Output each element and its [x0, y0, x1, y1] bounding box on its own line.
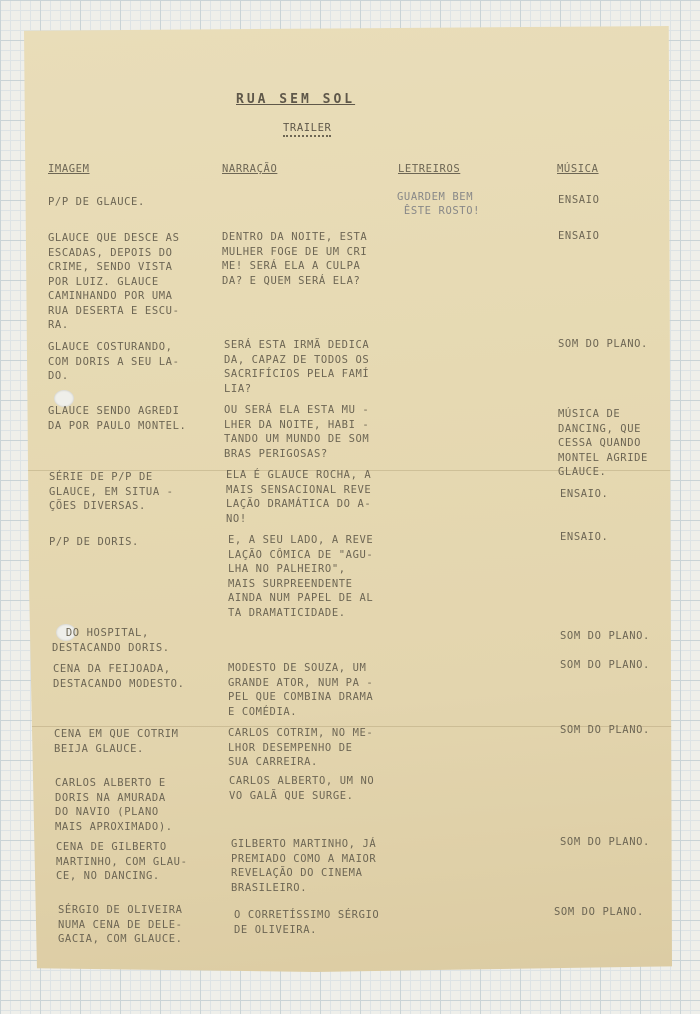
row-imagem: CENA EM QUE COTRIM BEIJA GLAUCE. [54, 728, 179, 755]
header-imagem: IMAGEM [48, 163, 90, 175]
row-imagem: GLAUCE SENDO AGREDI DA POR PAULO MONTEL. [48, 405, 187, 432]
row-musica: SOM DO PLANO. [560, 630, 650, 642]
row-imagem: P/P DE DORIS. [49, 536, 139, 548]
letreiros-text: GUARDEM BEM ÊSTE ROSTO! [397, 191, 481, 217]
row-imagem: P/P DE GLAUCE. [48, 196, 145, 208]
row-musica: SOM DO PLANO. [560, 836, 650, 848]
row-imagem: SÉRGIO DE OLIVEIRA NUMA CENA DE DELE- GACIA, COM GLAUCE. [58, 904, 183, 945]
row-musica: ENSAIO. [560, 488, 609, 500]
row-imagem: CARLOS ALBERTO E DORIS NA AMURADA DO NAVIO (PLANO MAIS APROXIMADO). [55, 777, 173, 833]
row-narracao: OU SERÁ ELA ESTA MU - LHER DA NOITE, HABI - TANDO UM MUNDO DE SOM BRAS PERIGOSAS? [224, 404, 370, 460]
row-musica: SOM DO PLANO. [558, 338, 648, 350]
row-narracao: MODESTO DE SOUZA, UM GRANDE ATOR, NUM PA - PEL QUE COMBINA DRAMA E COMÉDIA. [228, 662, 374, 718]
row-musica: SOM DO PLANO. [560, 659, 650, 671]
row-narracao: GILBERTO MARTINHO, JÁ PREMIADO COMO A MAIOR REVELAÇÃO DO CINEMA BRASILEIRO. [231, 838, 377, 894]
row-narracao: O CORRETÍSSIMO SÉRGIO DE OLIVEIRA. [234, 909, 380, 936]
row-imagem: SÉRIE DE P/P DE GLAUCE, EM SITUA - ÇÕES DIVERSAS. [49, 471, 174, 512]
row-musica: MÚSICA DE DANCING, QUE CESSA QUANDO MONTEL AGRIDE GLAUCE. [558, 408, 648, 478]
row-narracao: ELA É GLAUCE ROCHA, A MAIS SENSACIONAL REVE LAÇÃO DRAMÁTICA DO A- NO! [226, 469, 372, 525]
row-imagem: GLAUCE QUE DESCE AS ESCADAS, DEPOIS DO CRIME, SENDO VISTA POR LUIZ. GLAUCE CAMINHANDO POR UMA RUA DESERTA E ESCU- RA. [48, 232, 180, 331]
row-narracao: CARLOS ALBERTO, UM NO VO GALÃ QUE SURGE. [229, 775, 375, 802]
row-imagem: DO HOSPITAL, DESTACANDO DORIS. [52, 627, 170, 654]
row-musica: SOM DO PLANO. [560, 724, 650, 736]
header-narracao: NARRAÇÃO [222, 163, 278, 175]
row-narracao: SERÁ ESTA IRMÃ DEDICA DA, CAPAZ DE TODOS OS SACRIFÍCIOS PELA FAMÍ LIA? [224, 339, 370, 395]
row-musica: ENSAIO [558, 230, 600, 242]
row-musica: ENSAIO [558, 194, 600, 206]
row-imagem: GLAUCE COSTURANDO, COM DORIS A SEU LA- DO. [48, 341, 180, 382]
header-letreiros: LETREIROS [398, 163, 461, 175]
row-narracao: DENTRO DA NOITE, ESTA MULHER FOGE DE UM CRI ME! SERÁ ELA A CULPA DA? E QUEM SERÁ ELA? [222, 231, 368, 287]
row-musica: ENSAIO. [560, 531, 609, 543]
header-musica: MÚSICA [557, 163, 599, 175]
document-subtitle: TRAILER [283, 122, 331, 137]
row-musica: SOM DO PLANO. [554, 906, 644, 918]
row-imagem: CENA DE GILBERTO MARTINHO, COM GLAU- CE, NO DANCING. [56, 841, 188, 882]
row-narracao: CARLOS COTRIM, NO ME- LHOR DESEMPENHO DE SUA CARREIRA. [228, 727, 374, 768]
document-title: RUA SEM SOL [236, 92, 356, 107]
row-narracao: E, A SEU LADO, A REVE LAÇÃO CÔMICA DE "AGU- LHA NO PALHEIRO", MAIS SURPREENDENTE AINDA NUM PAPEL DE AL TA DRAMATICIDADE. [228, 534, 374, 619]
row-imagem: CENA DA FEIJOADA, DESTACANDO MODESTO. [53, 663, 185, 690]
